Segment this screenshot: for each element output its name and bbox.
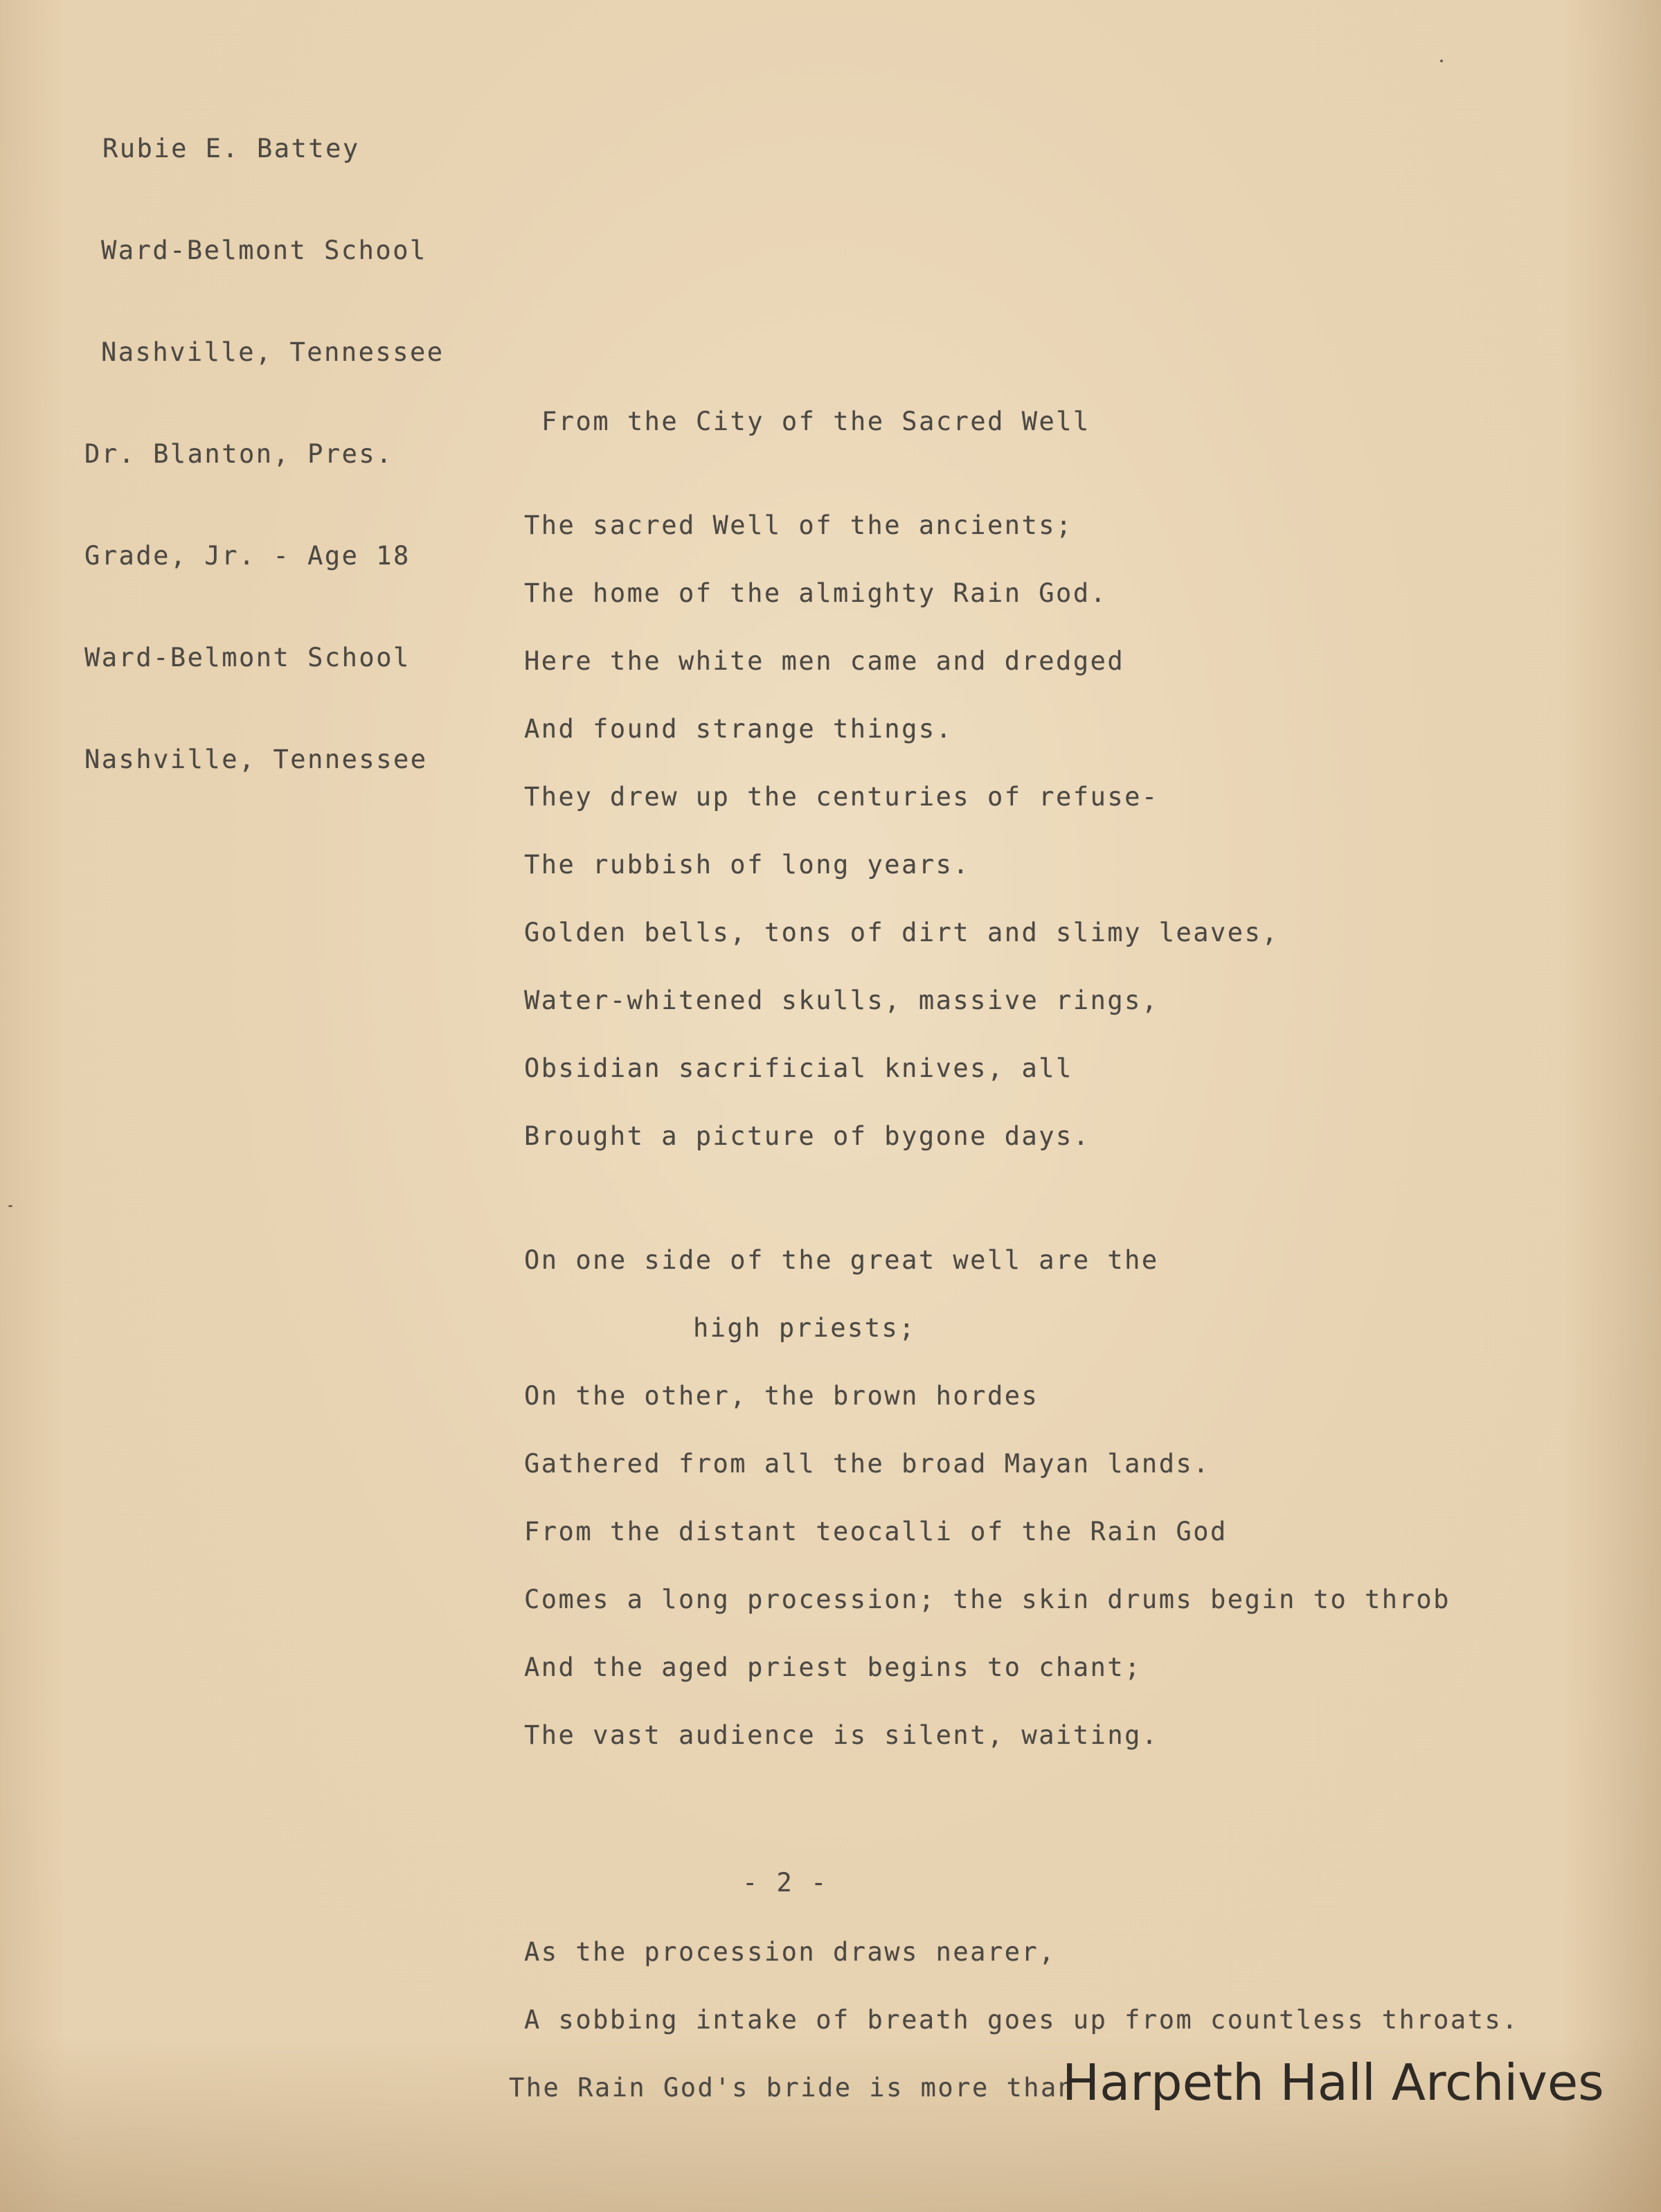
archive-watermark: Harpeth Hall Archives [1062, 2053, 1604, 2112]
stanza-1 [524, 508, 1280, 1151]
header-line-president: Dr. Blanton, Pres. [84, 439, 393, 469]
header-line-city-2: Nashville, Tennessee [84, 744, 428, 774]
poem-line: Obsidian sacrificial knives, all [524, 1053, 1073, 1083]
stanza-2 [524, 1243, 1451, 1750]
author-header [84, 64, 445, 844]
poem-line: The home of the almighty Rain God. [524, 578, 1108, 608]
poem-line: The vast audience is silent, waiting. [524, 1720, 1159, 1750]
header-line-school-2: Ward-Belmont School [84, 643, 411, 672]
poem-line: Comes a long procession; the skin drums begin to throb [524, 1585, 1451, 1614]
poem-line: The Rain God's bride is more than [509, 2073, 1075, 2103]
poem-line: Here the white men came and dredged [524, 646, 1125, 676]
header-line-school: Ward-Belmont School [101, 235, 427, 265]
page-number: - 2 - [742, 1868, 828, 1898]
poem-line: On the other, the brown hordes [524, 1381, 1039, 1411]
poem-title: From the City of the Sacred Well [541, 407, 1090, 436]
header-line-city: Nashville, Tennessee [101, 337, 445, 367]
poem-line: high priests; [693, 1313, 917, 1343]
paper-speck [8, 1205, 12, 1207]
paper-speck [1440, 60, 1443, 62]
poem-line: From the distant teocalli of the Rain God [524, 1517, 1228, 1546]
poem-line: The rubbish of long years. [524, 850, 971, 880]
header-line-grade: Grade, Jr. - Age 18 [84, 541, 411, 571]
poem-line: Golden bells, tons of dirt and slimy leaves, [524, 918, 1280, 947]
poem-line: Gathered from all the broad Mayan lands. [524, 1449, 1211, 1479]
header-line-name: Rubie E. Battey [102, 134, 360, 163]
poem-line: And found strange things. [524, 714, 953, 744]
poem-line: They drew up the centuries of refuse- [524, 782, 1159, 812]
poem-line: On one side of the great well are the [524, 1245, 1159, 1275]
poem-line: Brought a picture of bygone days. [524, 1121, 1090, 1151]
poem-line: And the aged priest begins to chant; [524, 1652, 1142, 1682]
poem-line: Water-whitened skulls, massive rings, [524, 985, 1159, 1015]
poem-line: A sobbing intake of breath goes up from countless throats. [524, 2005, 1520, 2035]
poem-line: As the procession draws nearer, [524, 1937, 1057, 1967]
poem-line: The sacred Well of the ancients; [524, 510, 1073, 540]
